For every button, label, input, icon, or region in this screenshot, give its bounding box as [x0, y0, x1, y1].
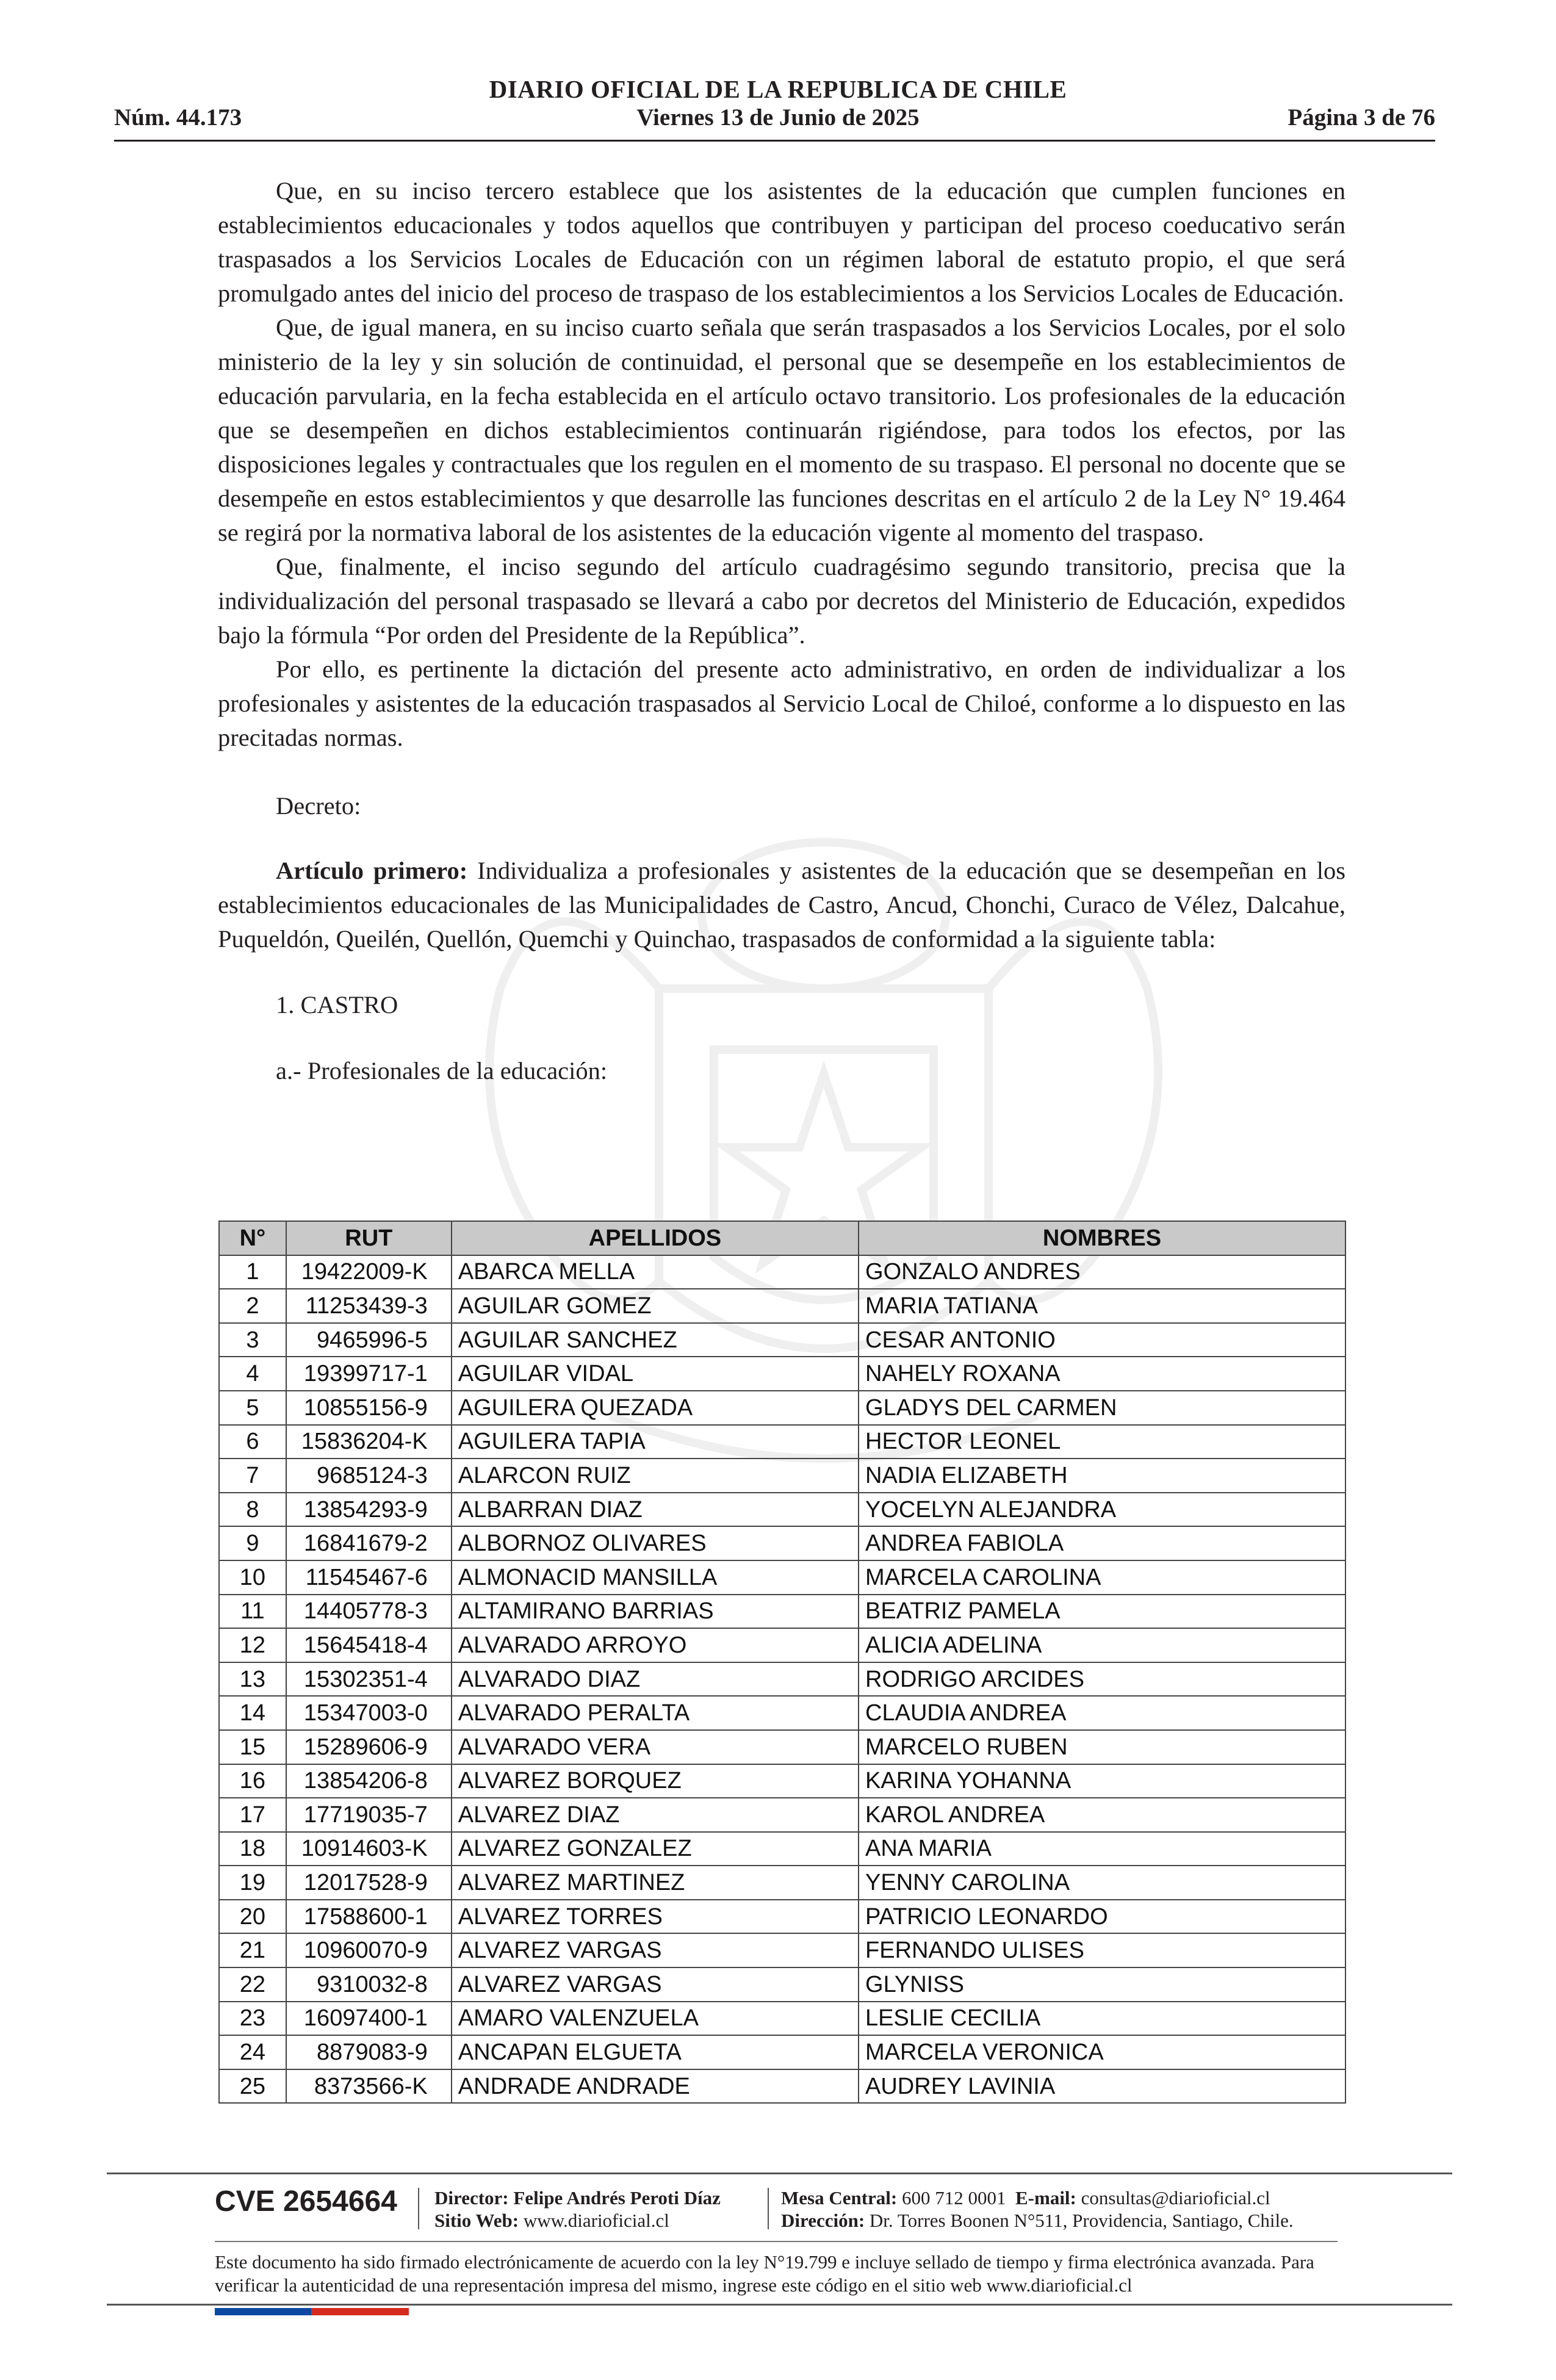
- issue-date: Viernes 13 de Junio de 2025: [636, 104, 920, 131]
- row-apellidos: ABARCA MELLA: [452, 1255, 859, 1289]
- row-apellidos: ALVARADO DIAZ: [452, 1662, 859, 1697]
- website-label: Sitio Web:: [434, 2210, 519, 2231]
- row-rut: 16841679-2: [286, 1526, 452, 1560]
- table-row: [219, 2035, 1345, 2069]
- address-label: Dirección:: [781, 2210, 865, 2231]
- row-apellidos: AGUILERA TAPIA: [452, 1425, 859, 1459]
- row-rut: 13854293-9: [286, 1493, 452, 1527]
- footer-divider-middle: [215, 2241, 1338, 2242]
- row-rut: 10960070-9: [286, 1933, 452, 1967]
- table-row: [219, 1933, 1345, 1967]
- footer-director-block: [434, 2187, 721, 2232]
- articulo-primero-label: Artículo primero:: [276, 857, 468, 884]
- decreto-heading: Decreto:: [276, 792, 361, 820]
- row-nombres: KARINA YOHANNA: [859, 1764, 1345, 1798]
- row-rut: 9310032-8: [286, 1967, 452, 2002]
- row-apellidos: AMARO VALENZUELA: [452, 2002, 859, 2036]
- row-number: 22: [219, 1967, 286, 2002]
- paragraph-inciso-segundo: Que, finalmente, el inciso segundo del artículo cuadragésimo segundo transitorio, precisa que la individualización del personal traspasado se llevará a cabo por decretos del Ministerio de Educación, expedidos bajo la fórmula “Por orden del Presidente de la República”.: [218, 553, 1345, 649]
- email-link[interactable]: consultas@diarioficial.cl: [1076, 2187, 1270, 2209]
- mesa-central-phone: 600 712 0001: [897, 2187, 1006, 2209]
- row-rut: 16097400-1: [286, 2002, 452, 2036]
- subsection-profesionales: a.- Profesionales de la educación:: [276, 1057, 608, 1084]
- row-nombres: ALICIA ADELINA: [859, 1628, 1345, 1662]
- row-number: 4: [219, 1357, 286, 1391]
- row-number: 2: [219, 1289, 286, 1323]
- column-header-number: N°: [219, 1221, 286, 1255]
- footer-divider-bottom: [107, 2304, 1452, 2306]
- row-nombres: BEATRIZ PAMELA: [859, 1595, 1345, 1629]
- table-row: [219, 1967, 1345, 2002]
- mesa-central-label: Mesa Central:: [781, 2187, 898, 2209]
- table-row: [219, 1560, 1345, 1595]
- row-nombres: MARCELA CAROLINA: [859, 1560, 1345, 1595]
- row-apellidos: ALTAMIRANO BARRIAS: [452, 1595, 859, 1629]
- flag-red-segment: [311, 2308, 409, 2315]
- row-nombres: AUDREY LAVINIA: [859, 2069, 1345, 2104]
- row-nombres: CLAUDIA ANDREA: [859, 1696, 1345, 1730]
- row-apellidos: ALMONACID MANSILLA: [452, 1560, 859, 1595]
- table-row: [219, 1526, 1345, 1560]
- table-row: [219, 1289, 1345, 1323]
- director-label: Director:: [434, 2187, 509, 2209]
- row-rut: 12017528-9: [286, 1866, 452, 1900]
- row-nombres: GLYNISS: [859, 1967, 1345, 2002]
- table-row: [219, 1357, 1345, 1391]
- director-name: Felipe Andrés Peroti Díaz: [508, 2187, 721, 2209]
- row-rut: 11545467-6: [286, 1560, 452, 1595]
- row-rut: 15645418-4: [286, 1628, 452, 1662]
- row-rut: 9685124-3: [286, 1459, 452, 1493]
- row-nombres: FERNANDO ULISES: [859, 1933, 1345, 1967]
- row-number: 7: [219, 1459, 286, 1493]
- table-row: [219, 1866, 1345, 1900]
- row-number: 5: [219, 1391, 286, 1425]
- row-rut: 15836204-K: [286, 1425, 452, 1459]
- row-apellidos: ALBARRAN DIAZ: [452, 1493, 859, 1527]
- table-row: [219, 1696, 1345, 1730]
- row-rut: 13854206-8: [286, 1764, 452, 1798]
- row-rut: 8879083-9: [286, 2035, 452, 2069]
- row-rut: 10855156-9: [286, 1391, 452, 1425]
- legal-notice: Este documento ha sido firmado electrónicamente de acuerdo con la ley N°19.799 e incluye sellado de tiempo y firma electrónica avanzada. Para verificar la autenticidad de una representación impresa del mismo, ingrese este código en el sitio web www.diarioficial.cl: [215, 2251, 1314, 2296]
- table-header-row: [219, 1221, 1345, 1255]
- row-nombres: MARCELA VERONICA: [859, 2035, 1345, 2069]
- document-body: [218, 174, 1345, 1088]
- row-apellidos: ALVAREZ VARGAS: [452, 1933, 859, 1967]
- table-row: [219, 2069, 1345, 2104]
- website-link[interactable]: www.diarioficial.cl: [519, 2210, 669, 2231]
- row-nombres: NAHELY ROXANA: [859, 1357, 1345, 1391]
- row-rut: 15302351-4: [286, 1662, 452, 1697]
- row-rut: 11253439-3: [286, 1289, 452, 1323]
- issue-number: Núm. 44.173: [114, 104, 242, 131]
- column-header-rut: RUT: [286, 1221, 452, 1255]
- table-row: [219, 1425, 1345, 1459]
- row-number: 25: [219, 2069, 286, 2104]
- row-number: 15: [219, 1730, 286, 1764]
- row-apellidos: AGUILAR SANCHEZ: [452, 1323, 859, 1357]
- row-nombres: ANA MARIA: [859, 1832, 1345, 1866]
- row-apellidos: ANCAPAN ELGUETA: [452, 2035, 859, 2069]
- row-rut: 10914603-K: [286, 1832, 452, 1866]
- row-nombres: LESLIE CECILIA: [859, 2002, 1345, 2036]
- row-rut: 17588600-1: [286, 1900, 452, 1934]
- table-row: [219, 1798, 1345, 1832]
- row-apellidos: ALVAREZ BORQUEZ: [452, 1764, 859, 1798]
- row-number: 16: [219, 1764, 286, 1798]
- footer-divider-top: [107, 2173, 1452, 2174]
- row-number: 3: [219, 1323, 286, 1357]
- row-number: 6: [219, 1425, 286, 1459]
- row-number: 19: [219, 1866, 286, 1900]
- table-row: [219, 1391, 1345, 1425]
- row-nombres: HECTOR LEONEL: [859, 1425, 1345, 1459]
- row-apellidos: AGUILAR VIDAL: [452, 1357, 859, 1391]
- row-number: 20: [219, 1900, 286, 1934]
- table-row: [219, 1730, 1345, 1764]
- articulo-primero-text: Individualiza a profesionales y asistentes de la educación que se desempeñan en los establecimientos educacionales de las Municipalidades de Castro, Ancud, Chonchi, Curaco de Vélez, Dalcahue, Puqueldón, Queilén, Quellón, Quemchi y Quinchao, traspasados de conformidad a la siguiente tabla:: [218, 857, 1345, 953]
- table-row: [219, 1323, 1345, 1357]
- row-nombres: YOCELYN ALEJANDRA: [859, 1493, 1345, 1527]
- personnel-table: [218, 1221, 1346, 2104]
- row-number: 13: [219, 1662, 286, 1697]
- table-row: [219, 2002, 1345, 2036]
- row-apellidos: ALVAREZ GONZALEZ: [452, 1832, 859, 1866]
- paragraph-inciso-tercero: Que, en su inciso tercero establece que los asistentes de la educación que cumplen funciones en establecimientos educacionales y todos aquellos que contribuyen y participan del proceso coeducativo serán traspasados a los Servicios Locales de Educación con un régimen laboral de estatuto propio, el que será promulgado antes del inicio del proceso de traspaso de los establecimientos a los Servicios Locales de Educación.: [218, 177, 1345, 307]
- row-number: 9: [219, 1526, 286, 1560]
- paragraph-inciso-cuarto: Que, de igual manera, en su inciso cuarto señala que serán traspasados a los Servicios Locales, por el solo ministerio de la ley y sin solución de continuidad, el personal que se desempeñe en los establecimientos de educación parvularia, en la fecha establecida en el artículo octavo transitorio. Los profesionales de la educación que se desempeñen en dichos establecimientos continuarán rigiéndose, para todos los efectos, por las disposiciones legales y contractuales que los regulen en el momento de su traspaso. El personal no docente que se desempeñe en estos establecimientos y que desarrolle las funciones descritas en el artículo 2 de la Ley N° 19.464 se regirá por la normativa laboral de los asistentes de la educación vigente al momento del traspaso.: [218, 314, 1345, 546]
- row-number: 21: [219, 1933, 286, 1967]
- row-rut: 19422009-K: [286, 1255, 452, 1289]
- articulo-primero: [218, 854, 1345, 956]
- row-apellidos: ALVARADO PERALTA: [452, 1696, 859, 1730]
- footer-separator: [418, 2188, 419, 2229]
- row-number: 24: [219, 2035, 286, 2069]
- row-nombres: GONZALO ANDRES: [859, 1255, 1345, 1289]
- row-apellidos: AGUILERA QUEZADA: [452, 1391, 859, 1425]
- table-row: [219, 1832, 1345, 1866]
- row-number: 17: [219, 1798, 286, 1832]
- row-number: 18: [219, 1832, 286, 1866]
- row-number: 14: [219, 1696, 286, 1730]
- table-row: [219, 1900, 1345, 1934]
- row-nombres: GLADYS DEL CARMEN: [859, 1391, 1345, 1425]
- table-row: [219, 1459, 1345, 1493]
- table-row: [219, 1662, 1345, 1697]
- footer-separator: [768, 2188, 769, 2229]
- row-apellidos: ALVAREZ DIAZ: [452, 1798, 859, 1832]
- row-apellidos: ALVARADO ARROYO: [452, 1628, 859, 1662]
- row-apellidos: ALVAREZ MARTINEZ: [452, 1866, 859, 1900]
- row-number: 12: [219, 1628, 286, 1662]
- row-nombres: KAROL ANDREA: [859, 1798, 1345, 1832]
- row-apellidos: ALVAREZ VARGAS: [452, 1967, 859, 2002]
- row-rut: 9465996-5: [286, 1323, 452, 1357]
- row-nombres: YENNY CAROLINA: [859, 1866, 1345, 1900]
- table-row: [219, 1493, 1345, 1527]
- paragraph-por-ello: Por ello, es pertinente la dictación del presente acto administrativo, en orden de individualizar a los profesionales y asistentes de la educación traspasados al Servicio Local de Chiloé, conforme a lo dispuesto en las precitadas normas.: [218, 655, 1345, 751]
- row-nombres: CESAR ANTONIO: [859, 1323, 1345, 1357]
- row-rut: 19399717-1: [286, 1357, 452, 1391]
- cve-code: CVE 2654664: [215, 2185, 397, 2218]
- table-row: [219, 1255, 1345, 1289]
- address-text: Dr. Torres Boonen N°511, Providencia, Santiago, Chile.: [865, 2210, 1294, 2231]
- flag-blue-segment: [215, 2308, 311, 2315]
- row-rut: 8373566-K: [286, 2069, 452, 2104]
- email-label: E-mail:: [1015, 2187, 1076, 2209]
- row-apellidos: ALBORNOZ OLIVARES: [452, 1526, 859, 1560]
- row-rut: 17719035-7: [286, 1798, 452, 1832]
- row-nombres: ANDREA FABIOLA: [859, 1526, 1345, 1560]
- row-number: 8: [219, 1493, 286, 1527]
- row-number: 10: [219, 1560, 286, 1595]
- section-castro: 1. CASTRO: [276, 991, 398, 1019]
- row-apellidos: ALARCON RUIZ: [452, 1459, 859, 1493]
- row-apellidos: ANDRADE ANDRADE: [452, 2069, 859, 2104]
- table-row: [219, 1595, 1345, 1629]
- header-divider: [114, 140, 1435, 142]
- table-row: [219, 1764, 1345, 1798]
- table-body: [219, 1255, 1345, 2104]
- row-apellidos: AGUILAR GOMEZ: [452, 1289, 859, 1323]
- row-nombres: MARCELO RUBEN: [859, 1730, 1345, 1764]
- row-nombres: PATRICIO LEONARDO: [859, 1900, 1345, 1934]
- row-rut: 15289606-9: [286, 1730, 452, 1764]
- column-header-apellidos: APELLIDOS: [452, 1221, 859, 1255]
- newspaper-title: DIARIO OFICIAL DE LA REPUBLICA DE CHILE: [489, 75, 1067, 103]
- footer-contact-block: [781, 2187, 1294, 2232]
- row-number: 11: [219, 1595, 286, 1629]
- row-apellidos: ALVAREZ TORRES: [452, 1900, 859, 1934]
- table-row: [219, 1628, 1345, 1662]
- row-apellidos: ALVARADO VERA: [452, 1730, 859, 1764]
- row-rut: 15347003-0: [286, 1696, 452, 1730]
- column-header-nombres: NOMBRES: [859, 1221, 1345, 1255]
- row-rut: 14405778-3: [286, 1595, 452, 1629]
- flag-color-bar: [215, 2308, 409, 2315]
- row-nombres: MARIA TATIANA: [859, 1289, 1345, 1323]
- page-number: Página 3 de 76: [1288, 104, 1435, 131]
- row-number: 23: [219, 2002, 286, 2036]
- row-nombres: RODRIGO ARCIDES: [859, 1662, 1345, 1697]
- row-nombres: NADIA ELIZABETH: [859, 1459, 1345, 1493]
- row-number: 1: [219, 1255, 286, 1289]
